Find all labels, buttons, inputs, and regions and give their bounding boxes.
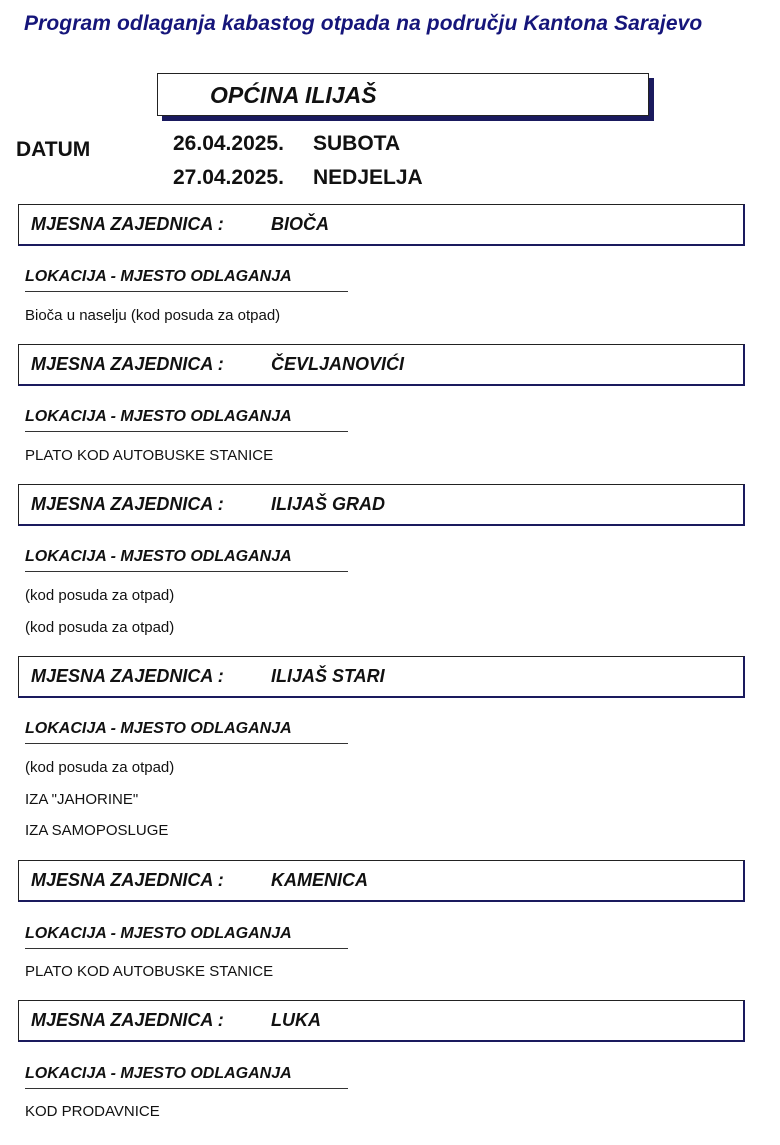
date-row	[173, 166, 423, 190]
mjesna-zajednica-box	[18, 484, 745, 526]
mz-label: MJESNA ZAJEDNICA :	[31, 214, 224, 234]
day-value: NEDJELJA	[313, 166, 423, 189]
location-item: PLATO KOD AUTOBUSKE STANICE	[25, 447, 274, 464]
lokacija-heading: LOKACIJA - MJESTO ODLAGANJA	[25, 548, 348, 572]
location-item: PLATO KOD AUTOBUSKE STANICE	[25, 963, 274, 980]
mz-name: BIOČA	[271, 214, 329, 234]
lokacija-heading: LOKACIJA - MJESTO ODLAGANJA	[25, 268, 348, 292]
mz-name: LUKA	[271, 1010, 321, 1030]
date-value: 26.04.2025.	[173, 132, 284, 155]
date-value: 27.04.2025.	[173, 166, 284, 189]
lokacija-heading: LOKACIJA - MJESTO ODLAGANJA	[25, 1065, 348, 1089]
location-item: KOD PRODAVNICE	[25, 1103, 160, 1120]
mz-label: MJESNA ZAJEDNICA :	[31, 870, 224, 890]
opcina-box	[157, 73, 649, 116]
location-item: Bioča u naselju (kod posuda za otpad)	[25, 307, 281, 324]
location-item: IZA SAMOPOSLUGE	[25, 822, 169, 839]
mjesna-zajednica-box	[18, 860, 745, 902]
mz-label: MJESNA ZAJEDNICA :	[31, 666, 224, 686]
day-value: SUBOTA	[313, 132, 401, 155]
mjesna-zajednica-box	[18, 344, 745, 386]
document-title: Program odlaganja kabastog otpada na području Kantona Sarajevo	[24, 12, 703, 35]
location-item: IZA "JAHORINE"	[25, 791, 139, 808]
mjesna-zajednica-box	[18, 204, 745, 246]
opcina-name: OPĆINA ILIJAŠ	[210, 82, 377, 108]
mz-label: MJESNA ZAJEDNICA :	[31, 1010, 224, 1030]
lokacija-heading: LOKACIJA - MJESTO ODLAGANJA	[25, 408, 348, 432]
mz-name: ILIJAŠ GRAD	[271, 494, 386, 514]
mz-name: ČEVLJANOVIĆI	[271, 354, 405, 374]
date-row	[173, 132, 400, 156]
mz-name: KAMENICA	[271, 870, 368, 890]
location-item: (kod posuda za otpad)	[25, 759, 175, 776]
lokacija-heading: LOKACIJA - MJESTO ODLAGANJA	[25, 720, 348, 744]
location-item: (kod posuda za otpad)	[25, 619, 175, 636]
mz-label: MJESNA ZAJEDNICA :	[31, 494, 224, 514]
mjesna-zajednica-box	[18, 656, 745, 698]
lokacija-heading: LOKACIJA - MJESTO ODLAGANJA	[25, 925, 348, 949]
mjesna-zajednica-box	[18, 1000, 745, 1042]
datum-label: DATUM	[16, 138, 91, 161]
location-item: (kod posuda za otpad)	[25, 587, 175, 604]
mz-label: MJESNA ZAJEDNICA :	[31, 354, 224, 374]
mz-name: ILIJAŠ STARI	[271, 666, 385, 686]
